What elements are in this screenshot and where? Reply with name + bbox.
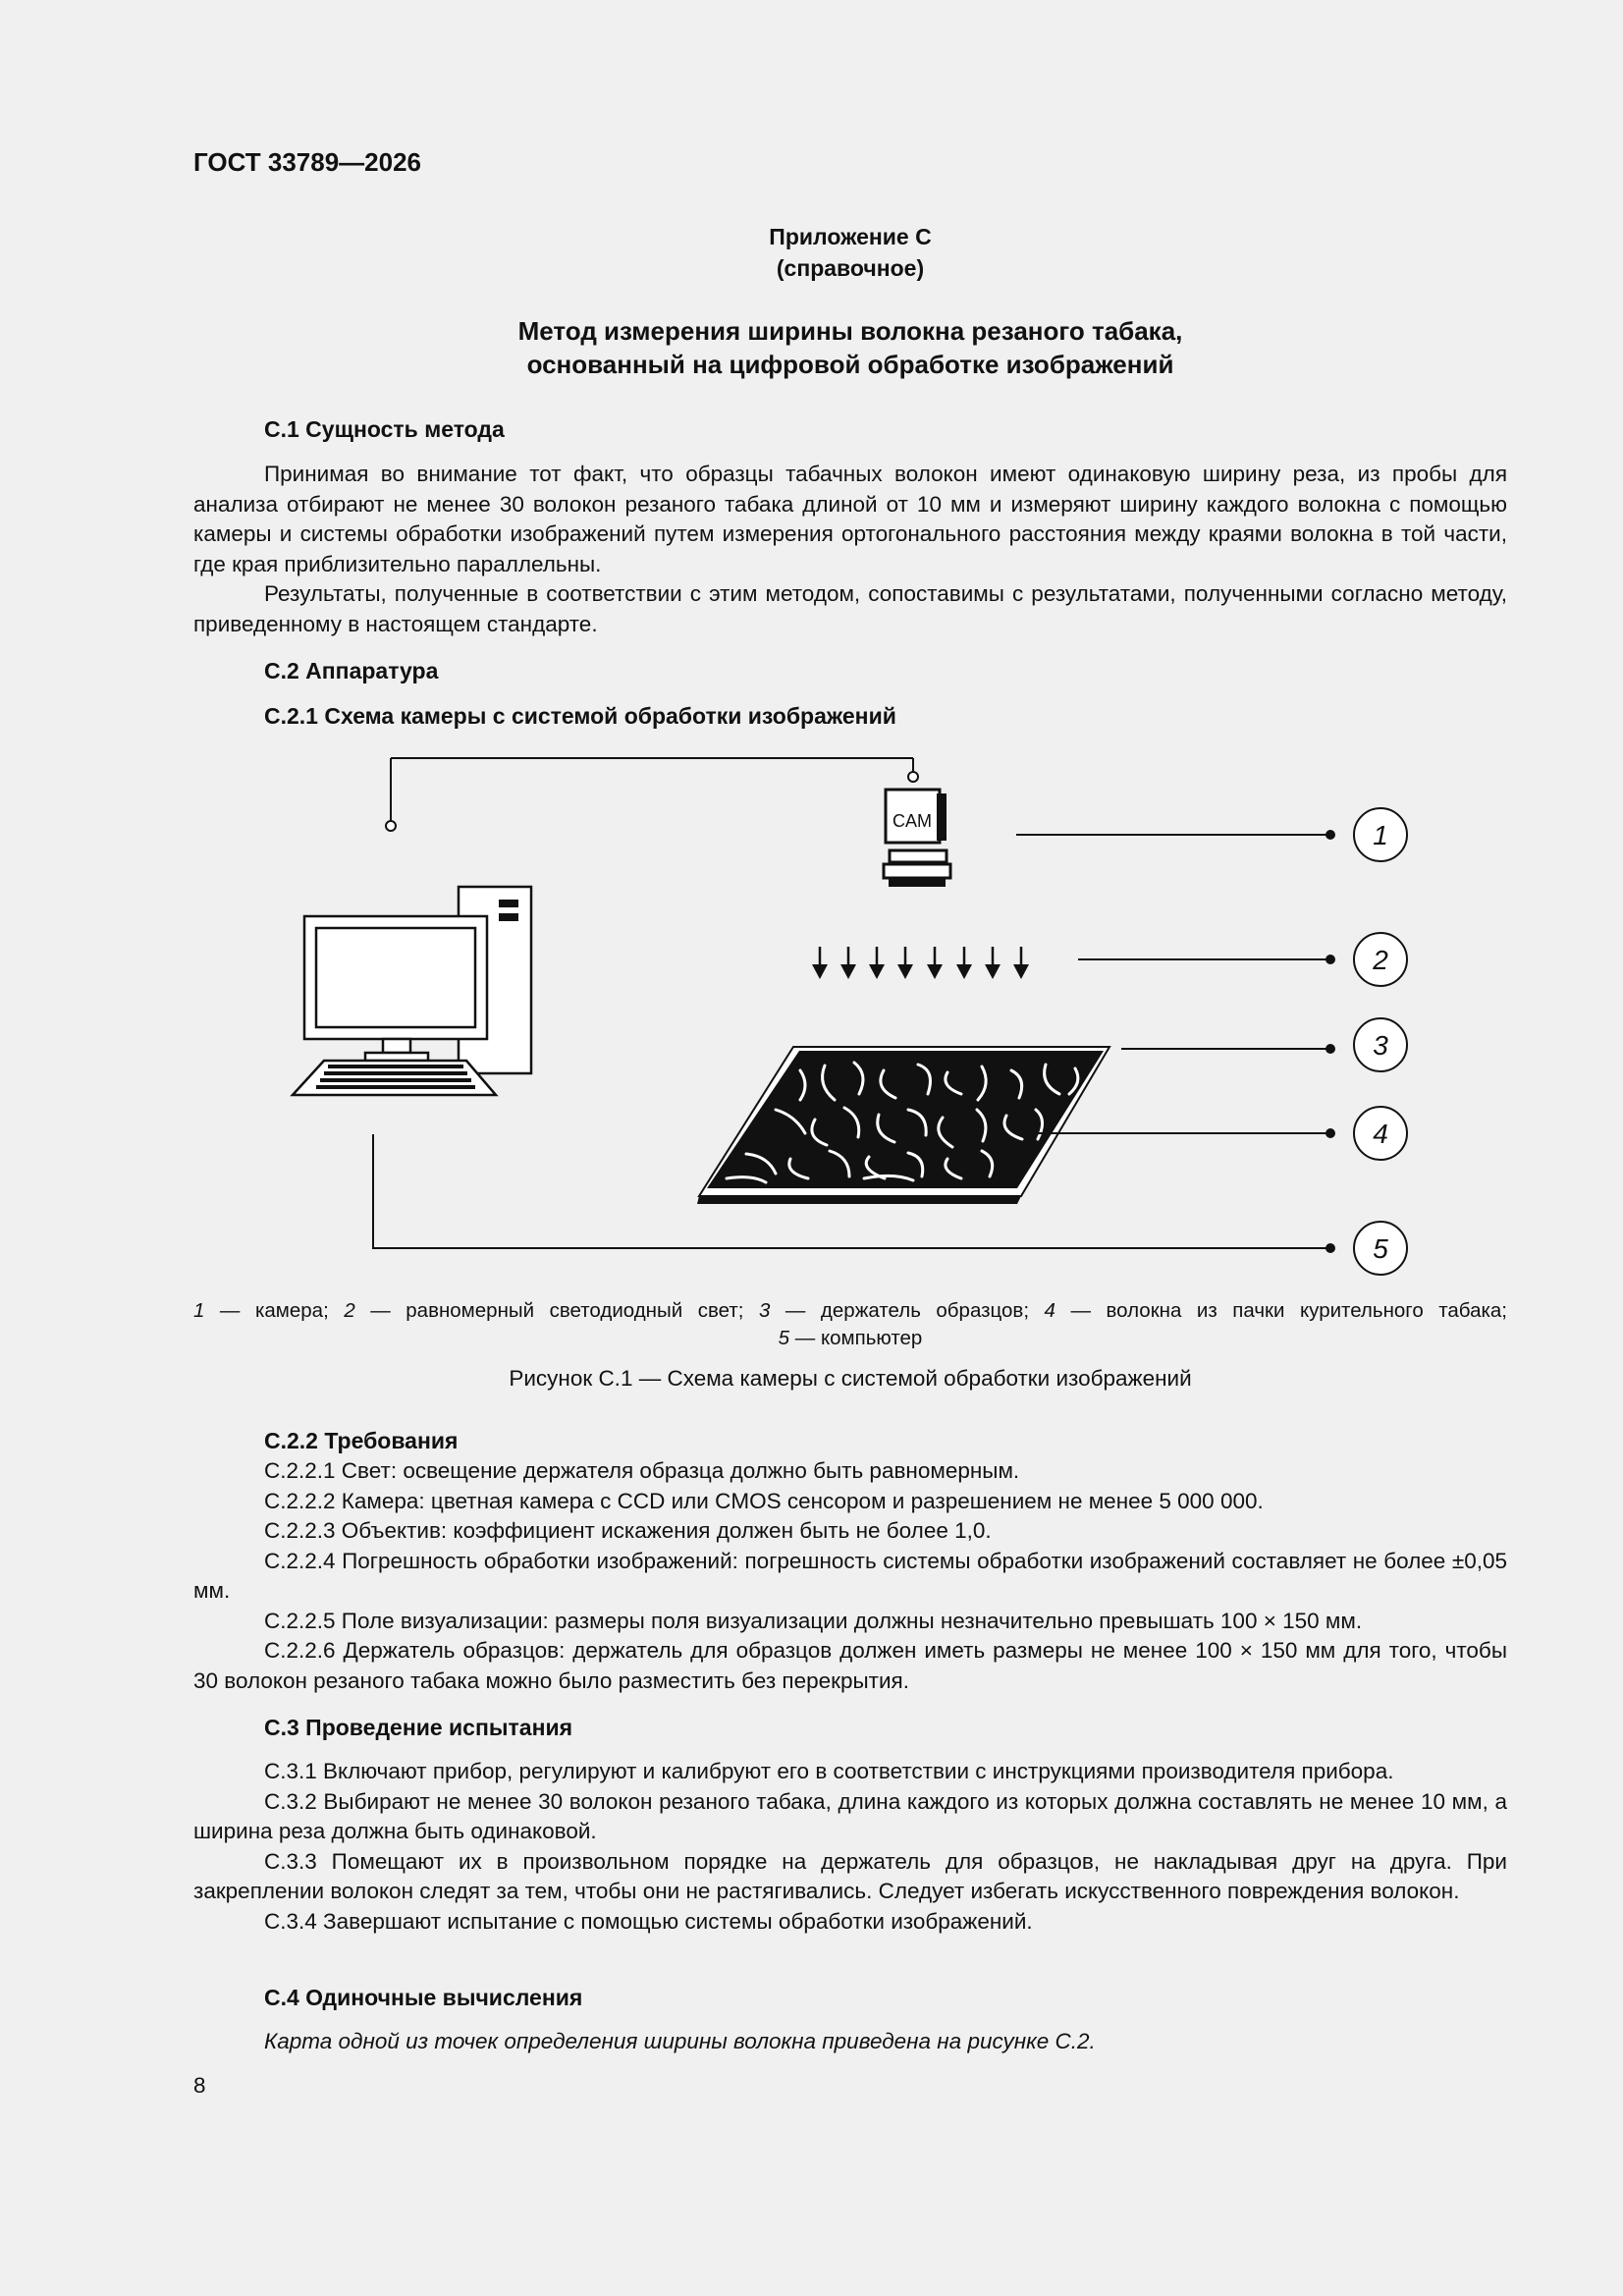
requirement-item: С.2.2.3 Объектив: коэффициент искажения должен быть не более 1,0.: [264, 1518, 992, 1543]
legend-num-5: 5: [778, 1327, 790, 1349]
document-id: ГОСТ 33789—2026: [193, 147, 421, 177]
callout-2-label: 2: [1373, 945, 1388, 975]
requirement-item: С.2.2.6 Держатель образцов: держатель для образцов должен иметь размеры не менее 100 × 150 мм для того, чтобы 30 волокон резаного табака можно было разместить без перекрытия.: [193, 1638, 1507, 1693]
section-c2-heading: С.2 Аппаратура: [264, 658, 439, 683]
legend-line-1: [193, 1297, 1507, 1325]
annex-title: Приложение С: [769, 224, 932, 249]
figure-legend: [193, 1297, 1507, 1352]
section-c22-body: [193, 1456, 1507, 1696]
legend-text-3: — держатель образцов;: [770, 1299, 1045, 1322]
requirement-item: С.2.2.1 Свет: освещение держателя образца должно быть равномерным.: [264, 1458, 1020, 1483]
procedure-item: С.3.4 Завершают испытание с помощью системы обработки изображений.: [264, 1908, 1033, 1934]
section-c21-heading: С.2.1 Схема камеры с системой обработки изображений: [264, 703, 896, 729]
legend-line-2: [193, 1325, 1507, 1352]
requirement-item: С.2.2.4 Погрешность обработки изображений: погрешность системы обработки изображений составляет не более ±0,05 мм.: [193, 1548, 1507, 1603]
legend-text-2: — равномерный светодиодный свет;: [354, 1299, 759, 1322]
method-title-line-2: основанный на цифровой обработке изображений: [526, 350, 1174, 379]
legend-num-1: 1: [193, 1299, 205, 1322]
legend-text-4: — волокна из пачки курительного табака;: [1055, 1299, 1507, 1322]
legend-num-4: 4: [1044, 1299, 1055, 1322]
section-c3-heading: С.3 Проведение испытания: [264, 1715, 573, 1740]
section-c4-heading: С.4 Одиночные вычисления: [264, 1985, 583, 2010]
section-c1-heading: С.1 Сущность метода: [264, 416, 505, 442]
method-title-line-1: Метод измерения ширины волокна резаного табака,: [517, 316, 1183, 346]
requirement-item: С.2.2.2 Камера: цветная камера с CCD или CMOS сенсором и разрешением не менее 5 000 000.: [264, 1488, 1264, 1513]
legend-text-1: — камера;: [204, 1299, 345, 1322]
legend-text-5: — компьютер: [789, 1327, 923, 1349]
c1-paragraph-2: Результаты, полученные в соответствии с этим методом, сопоставимы с результатами, полученными согласно методу, приведенному в настоящем стандарте.: [193, 581, 1507, 636]
callout-4-label: 4: [1373, 1119, 1388, 1149]
legend-num-3: 3: [758, 1299, 771, 1322]
camera-connector: [908, 772, 918, 782]
callout-5-label: 5: [1373, 1233, 1388, 1264]
c1-paragraph-1: Принимая во внимание тот факт, что образцы табачных волокон имеют одинаковую ширину реза, из пробы для анализа отбирают не менее 30 волокон резаного табака длиной от 10 мм и измеряют ширину каждого волокна с помощью камеры и системы обработки изображений путем измерения ортогонального расстояния между краями волокна в той части, где края приблизительно параллельны.: [193, 462, 1507, 576]
page-number: 8: [193, 2073, 206, 2098]
camera-label: CAM: [893, 811, 932, 831]
figure-title: Рисунок С.1 — Схема камеры с системой обработки изображений: [509, 1366, 1192, 1391]
procedure-item: С.3.1 Включают прибор, регулируют и калибруют его в соответствии с инструкциями производителя прибора.: [264, 1759, 1394, 1783]
callout-1-label: 1: [1373, 820, 1388, 850]
led-light-arrows: [812, 947, 1029, 979]
annex-subtitle: (справочное): [776, 255, 925, 281]
requirement-item: С.2.2.5 Поле визуализации: размеры поля визуализации должны незначительно превышать 100 × 150 мм.: [264, 1608, 1363, 1633]
procedure-item: С.3.3 Помещают их в произвольном порядке на держатель для образцов, не накладывая друг на друга. При закреплении волокон следят за тем, чтобы они не растягивались. Следует избегать искусственного повреждения волокон.: [193, 1848, 1507, 1903]
procedure-item: С.3.2 Выбирают не менее 30 волокон резаного табака, длина каждого из которых должна составлять не менее 10 мм, а ширина реза должна быть одинаковой.: [193, 1788, 1507, 1843]
legend-num-2: 2: [344, 1299, 355, 1322]
computer-connector: [386, 821, 396, 831]
section-c3-body: [193, 1757, 1507, 1937]
callout-3-label: 3: [1373, 1030, 1388, 1061]
camera-icon: [884, 790, 950, 887]
computer-icon: [293, 887, 531, 1095]
section-c4-note: Карта одной из точек определения ширины волокна приведена на рисунке С.2.: [264, 2029, 1096, 2053]
section-c22-heading: С.2.2 Требования: [264, 1428, 459, 1453]
